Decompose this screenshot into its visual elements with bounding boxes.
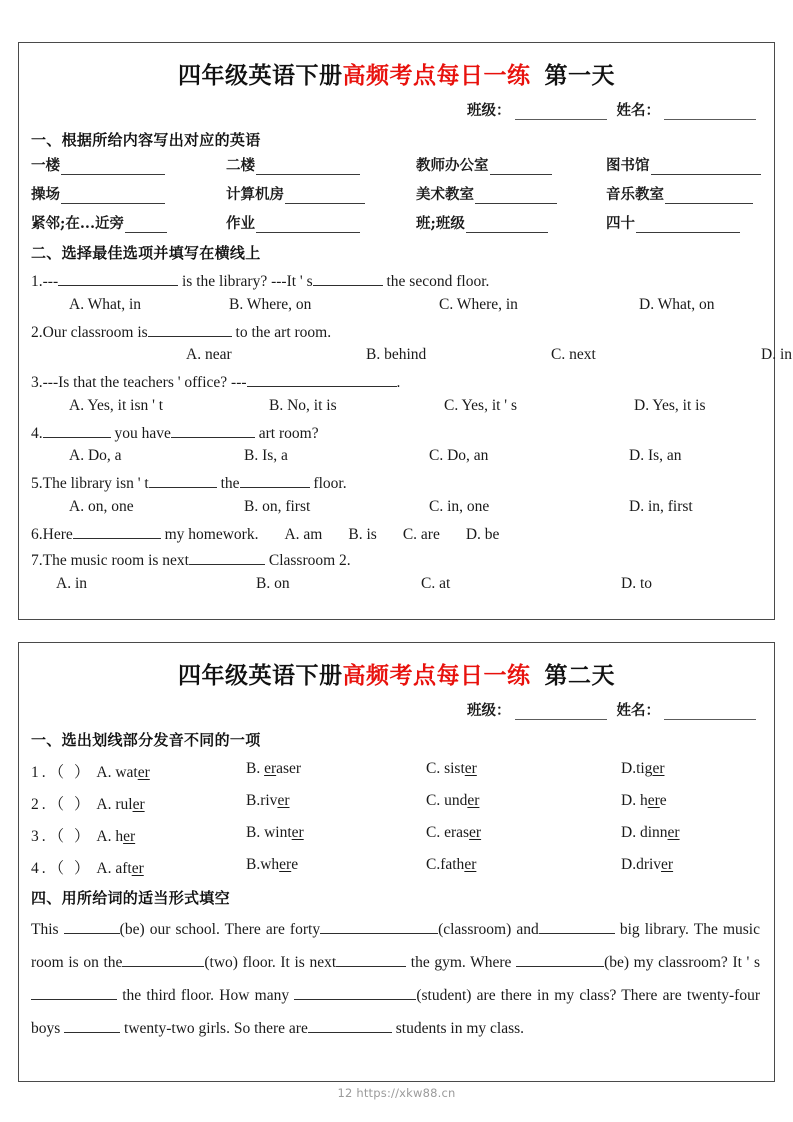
answer-option[interactable]: B. behind	[366, 346, 427, 363]
question-stem: 7.The music room is next Classroom 2.	[31, 549, 762, 569]
question-number: 5.	[31, 475, 43, 492]
answer-option[interactable]: D.driver	[621, 856, 674, 873]
underlined-phoneme: er	[464, 856, 477, 873]
vocabulary-item	[226, 154, 416, 175]
answer-blank[interactable]	[636, 218, 740, 233]
pronunciation-question	[31, 760, 762, 782]
answer-option[interactable]: C. sister	[426, 760, 477, 777]
answer-option[interactable]: C. Yes, it ' s	[444, 396, 518, 414]
answer-bracket[interactable]: 1.（ ） A. water	[31, 764, 150, 781]
underlined-phoneme: er	[652, 760, 665, 777]
answer-bracket[interactable]: 2.（ ） A. ruler	[31, 796, 145, 813]
title-day-label: 第一天	[544, 62, 615, 89]
answer-option[interactable]: A. near	[186, 346, 232, 363]
option-group	[31, 346, 792, 364]
underlined-phoneme: er	[277, 792, 290, 809]
answer-blank[interactable]	[539, 918, 615, 934]
class-input-line[interactable]	[515, 105, 607, 120]
question-stem: 3.---Is that the teachers ' office? --- .	[31, 371, 762, 391]
class-label: 班级：	[467, 102, 511, 119]
vocabulary-term: 四十	[606, 215, 635, 232]
option-group	[258, 526, 499, 543]
question-number: 7.	[31, 552, 43, 569]
cloze-passage: This (be) our school. There are forty (classroom) and big library. The music room is on the (two) floor. It is next the gym. Where (be) my classroom? It ' s the third floor. How many (student) are there in my class? There are twenty-four boys twenty-two girls. So there are students in my class.	[31, 914, 762, 1045]
vocabulary-term: 作业	[226, 215, 255, 232]
answer-blank[interactable]	[64, 1017, 120, 1033]
name-input-line[interactable]	[664, 105, 756, 120]
vocabulary-term: 音乐教室	[606, 186, 664, 203]
answer-blank[interactable]	[516, 951, 604, 967]
name-input-line[interactable]	[664, 705, 756, 720]
answer-option[interactable]: C. Where, in	[439, 295, 518, 313]
answer-option[interactable]: B. Where, on	[229, 295, 312, 313]
underlined-phoneme: er	[467, 792, 480, 809]
answer-option[interactable]: A. Yes, it isn ' t	[69, 396, 164, 414]
answer-blank[interactable]	[466, 218, 548, 233]
student-info-row	[31, 99, 762, 120]
name-label: 姓名：	[616, 702, 660, 719]
answer-option[interactable]: D. Is, an	[629, 447, 682, 464]
vocabulary-item	[226, 212, 416, 233]
vocabulary-term: 紧邻;在...近旁	[31, 215, 124, 232]
answer-option[interactable]: D. here	[621, 792, 667, 809]
question-stem: 2.Our classroom is to the art room.	[31, 321, 762, 341]
answer-option[interactable]: A. Do, a	[69, 447, 122, 464]
answer-option[interactable]: A. water	[96, 764, 150, 781]
answer-blank[interactable]	[240, 472, 310, 488]
vocabulary-term: 二楼	[226, 157, 255, 174]
option-group	[31, 296, 762, 314]
answer-option[interactable]: C. under	[426, 792, 480, 809]
answer-option[interactable]: D.tiger	[621, 760, 665, 777]
answer-option[interactable]: A. ruler	[96, 796, 145, 813]
vocabulary-term: 班;班级	[416, 215, 465, 232]
answer-option[interactable]: C. are	[402, 525, 440, 543]
answer-blank[interactable]	[665, 189, 753, 204]
title-highlight: 高频考点每日一练	[342, 662, 531, 689]
section-heading-cloze: 四、用所给词的适当形式填空	[31, 889, 230, 907]
answer-blank[interactable]	[125, 218, 167, 233]
answer-blank[interactable]	[247, 371, 397, 387]
answer-blank[interactable]	[294, 984, 416, 1000]
answer-blank[interactable]	[148, 321, 232, 337]
answer-option[interactable]: B. Is, a	[244, 447, 288, 464]
vocabulary-term: 图书馆	[606, 157, 650, 174]
option-group	[31, 498, 762, 516]
answer-option[interactable]: D. in	[761, 346, 792, 363]
vocabulary-item	[606, 183, 762, 204]
vocabulary-term: 教师办公室	[416, 157, 489, 174]
vocabulary-item	[416, 212, 606, 233]
student-info-row	[31, 699, 762, 720]
vocabulary-term: 一楼	[31, 157, 60, 174]
answer-blank[interactable]	[61, 160, 165, 175]
class-input-line[interactable]	[515, 705, 607, 720]
title-prefix: 四年级英语下册	[178, 62, 343, 89]
question-number: 2.	[31, 323, 43, 341]
answer-blank[interactable]	[651, 160, 761, 175]
underlined-phoneme: er	[131, 860, 144, 877]
answer-option[interactable]: A. after	[96, 860, 144, 877]
answer-option[interactable]: A. am	[284, 525, 323, 543]
vocabulary-item	[416, 154, 606, 175]
vocabulary-term: 计算机房	[226, 186, 284, 203]
title-day-label: 第二天	[544, 662, 615, 689]
worksheet-day-one	[18, 42, 792, 620]
underlined-phoneme: er	[464, 760, 477, 777]
answer-option[interactable]: C. in, one	[429, 497, 490, 515]
answer-blank[interactable]	[475, 189, 557, 204]
answer-blank[interactable]	[313, 270, 383, 286]
underlined-phoneme: er	[469, 824, 482, 841]
answer-option[interactable]: A. in	[56, 574, 87, 592]
name-label: 姓名：	[616, 102, 660, 119]
answer-option[interactable]: D. in, first	[629, 497, 693, 515]
answer-option[interactable]: C. eraser	[426, 824, 482, 841]
class-label: 班级：	[467, 702, 511, 719]
vocabulary-item	[31, 183, 226, 204]
answer-option[interactable]: B. eraser	[246, 760, 302, 777]
underlined-phoneme: er	[132, 796, 145, 813]
underlined-phoneme: er	[279, 856, 292, 873]
answer-option[interactable]: C. next	[551, 346, 596, 363]
vocabulary-item	[606, 212, 762, 233]
worksheet-title-day-two	[31, 657, 762, 690]
answer-option[interactable]: C. Do, an	[429, 447, 489, 464]
answer-option[interactable]: D. dinner	[621, 824, 680, 841]
answer-bracket[interactable]: 3.（ ） A. her	[31, 828, 136, 845]
vocabulary-item	[606, 154, 762, 175]
vocabulary-term: 美术教室	[416, 186, 474, 203]
underlined-phoneme: er	[647, 792, 660, 809]
answer-option[interactable]: B. No, it is	[269, 396, 337, 414]
answer-option[interactable]: B. on, first	[244, 497, 311, 515]
worksheet-day-two	[18, 642, 775, 1082]
underlined-phoneme: er	[264, 760, 277, 777]
pronunciation-question-list	[31, 760, 762, 878]
question-number: 6.	[31, 525, 43, 543]
answer-blank[interactable]	[256, 160, 360, 175]
answer-option[interactable]: D. be	[465, 525, 500, 543]
answer-option[interactable]: A. What, in	[69, 295, 142, 313]
answer-blank[interactable]	[149, 472, 217, 488]
answer-option[interactable]: B. on	[256, 574, 290, 592]
answer-option[interactable]: C.father	[426, 856, 477, 873]
answer-blank[interactable]	[43, 422, 111, 438]
question-stem: 4. you have art room?	[31, 422, 762, 442]
answer-blank[interactable]	[490, 160, 552, 175]
question-number: 4.	[31, 424, 43, 442]
worksheet-title-day-one	[31, 57, 762, 90]
section-heading-multiple-choice: 二、选择最佳选项并填写在横线上	[31, 244, 261, 262]
option-group	[31, 447, 762, 465]
answer-blank[interactable]	[320, 918, 438, 934]
answer-blank[interactable]	[31, 984, 117, 1000]
answer-bracket[interactable]: 4.（ ） A. after	[31, 860, 144, 877]
answer-option[interactable]: C. at	[421, 574, 451, 592]
pronunciation-question	[31, 792, 762, 814]
vocabulary-item	[416, 183, 606, 204]
vocabulary-item	[31, 212, 226, 233]
pronunciation-question	[31, 824, 762, 846]
answer-option[interactable]: D. What, on	[639, 295, 715, 313]
answer-option[interactable]: B. winter	[246, 824, 304, 841]
answer-option[interactable]: D. to	[621, 574, 652, 592]
vocabulary-grid	[31, 154, 762, 233]
answer-blank[interactable]	[171, 422, 255, 438]
underlined-phoneme: er	[291, 824, 304, 841]
title-highlight: 高频考点每日一练	[342, 62, 531, 89]
section-heading-vocabulary: 一、根据所给内容写出对应的英语	[31, 131, 261, 149]
question-number: 1.	[31, 273, 43, 290]
answer-blank[interactable]	[189, 549, 265, 565]
answer-blank[interactable]	[336, 951, 406, 967]
option-group	[31, 397, 762, 415]
underlined-phoneme: er	[137, 764, 150, 781]
answer-blank[interactable]	[64, 918, 120, 934]
question-number: 3.	[31, 374, 43, 391]
answer-option[interactable]: A. on, one	[69, 497, 134, 515]
vocabulary-term: 操场	[31, 186, 60, 203]
answer-blank[interactable]	[73, 523, 161, 539]
question-stem: 5.The library isn ' t the floor.	[31, 472, 762, 492]
footer-watermark: 12 https://xkw88.cn	[337, 1086, 456, 1100]
answer-blank[interactable]	[58, 270, 178, 286]
answer-blank[interactable]	[61, 189, 165, 204]
answer-option[interactable]: B. is	[348, 525, 377, 543]
question-stem: 6.Here my homework. A. am B. is C. are D. be	[31, 523, 762, 543]
answer-blank[interactable]	[285, 189, 365, 204]
question-stem: 1.--- is the library? ---It ' s the second floor.	[31, 270, 762, 290]
answer-blank[interactable]	[122, 951, 204, 967]
title-prefix: 四年级英语下册	[178, 662, 343, 689]
answer-blank[interactable]	[256, 218, 360, 233]
answer-option[interactable]: B.river	[246, 792, 290, 809]
answer-option[interactable]: B.where	[246, 856, 299, 873]
vocabulary-item	[31, 154, 226, 175]
underlined-phoneme: er	[661, 856, 674, 873]
answer-blank[interactable]	[308, 1017, 392, 1033]
multiple-choice-question-list	[31, 270, 792, 593]
answer-option[interactable]: A. her	[96, 828, 136, 845]
underlined-phoneme: er	[667, 824, 680, 841]
vocabulary-item	[226, 183, 416, 204]
section-heading-pronunciation: 一、选出划线部分发音不同的一项	[31, 731, 261, 749]
pronunciation-question	[31, 856, 762, 878]
underlined-phoneme: er	[123, 828, 136, 845]
answer-option[interactable]: D. Yes, it is	[634, 396, 706, 414]
option-group	[31, 575, 762, 593]
